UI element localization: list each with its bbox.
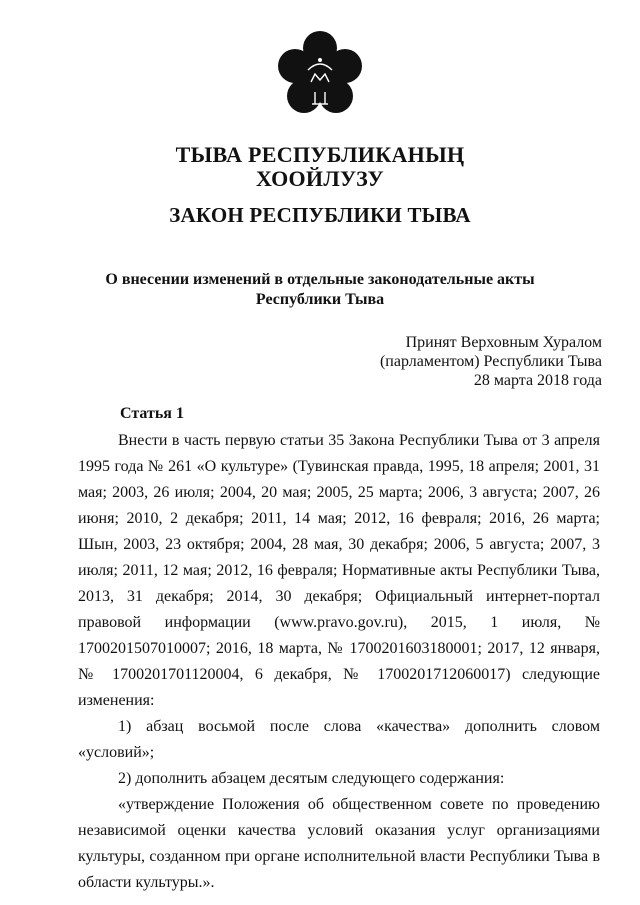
article-paragraph: 2) дополнить абзацем десятым следующего содержания: bbox=[118, 770, 505, 787]
hural-title: ХООЙЛУЗУ bbox=[256, 166, 384, 191]
article-paragraph: Внести в часть первую статьи 35 Закона Республики Тыва от 3 апреля 1995 года № 261 «О культуре» (Тувинская правда, 1995, 18 апреля; 2001, 31 мая; 2003, 26 июля; 2004, 20 мая; 2005, 25 марта; 2006, 3 августа; 2007, 26 июня; 2010, 2 декабря; 2011, 14 мая; 2012, 16 февраля; 2016, 26 марта; Шын, 2003, 23 октября; 2004, 28 мая, 30 декабря; 2006, 5 августа; 2007, 3 июля; 2011, 12 мая; 2012, 16 февраля; Нормативные акты Республики Тыва, 2013, 31 декабря; 2014, 30 декабря; Официальный интернет-портал правовой информации (www.pravo.gov.ru), 2015, 1 июля, № 1700201507010007; 2016, 18 марта, № 1700201603180001; 2017, 12 января, № 1700201701120004, 6 декабря, № 1700201712060017) следующие изменения: bbox=[78, 432, 600, 709]
adoption-line-1: Принят Верховным Хуралом bbox=[405, 334, 602, 351]
tuva-emblem-icon bbox=[275, 30, 365, 120]
law-subject bbox=[0, 270, 640, 310]
republic-title: ТЫВА РЕСПУБЛИКАНЫҢ bbox=[175, 142, 465, 167]
adoption-date: 28 марта 2018 года bbox=[473, 372, 602, 389]
adoption-note bbox=[380, 333, 602, 390]
article-paragraph: 1) абзац восьмой после слова «качества» дополнить словом «условий»; bbox=[78, 718, 600, 761]
article-title: Статья 1 bbox=[120, 405, 184, 422]
adoption-line-2: (парламентом) Республики Тыва bbox=[379, 353, 602, 370]
article-body bbox=[78, 428, 600, 896]
law-subject-line-2: Республики Тыва bbox=[255, 291, 385, 308]
article-paragraph: «утверждение Положения об общественном совете по проведению независимой оценки качества условий оказания услуг организациями культуры, созданном при органе исполнительной власти Республики Тыва в области культуры.». bbox=[78, 796, 600, 891]
law-title: ЗАКОН РЕСПУБЛИКИ ТЫВА bbox=[169, 203, 471, 227]
law-subject-line-1: О внесении изменений в отдельные законодательные акты bbox=[105, 271, 535, 288]
